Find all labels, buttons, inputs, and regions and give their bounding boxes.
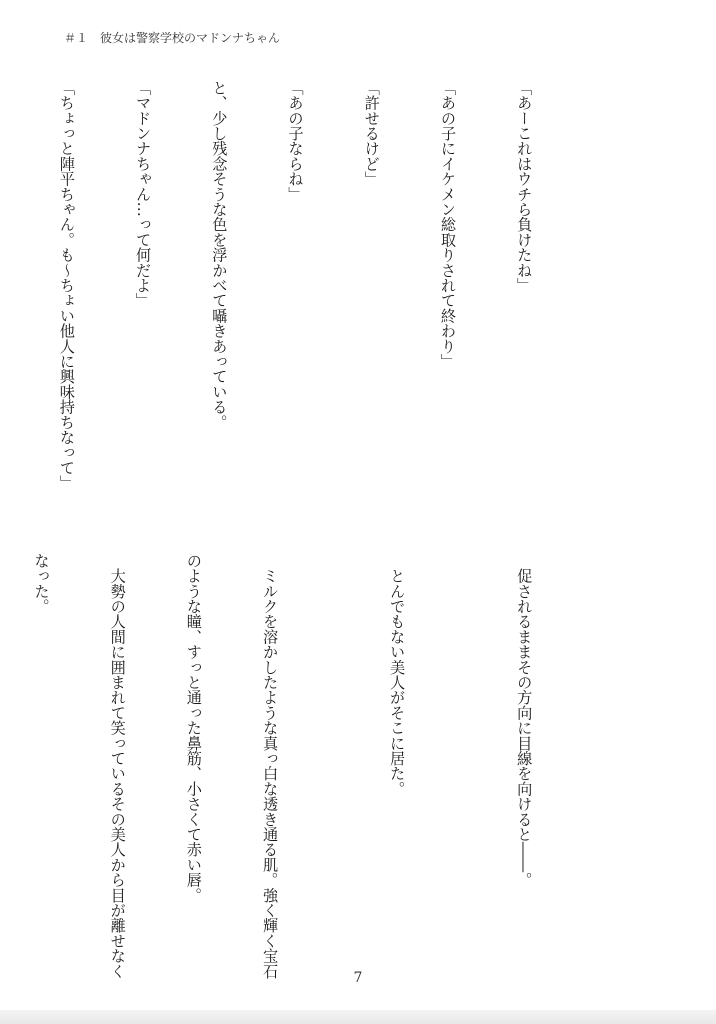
text-line: なった。	[32, 553, 51, 614]
text-line	[0, 80, 3, 520]
text-line: と、少し残念そうな色を浮かべて囁きあっている。	[210, 80, 229, 430]
text-line: ミルクを溶かしたような真っ白な透き通る肌。強く輝く宝石	[261, 553, 280, 979]
text-block-bottom	[0, 553, 587, 979]
text-line: とんでもない美人がそこに居た。	[388, 553, 407, 797]
text-line: 「ちょっと陣平ちゃん。も〜ちょい他人に興味持ちなって」	[57, 80, 76, 491]
text-line: 「あの子にイケメン総取りされて終わり」	[438, 80, 457, 369]
text-line: 「あの子ならね」	[286, 80, 305, 202]
text-line: 「許せるけど」	[362, 80, 381, 187]
page-edge	[0, 1010, 716, 1024]
text-block-top	[0, 80, 587, 520]
text-line: 「あーこれはウチら負けたね」	[515, 80, 534, 293]
text-line: のような瞳、すっと通った鼻筋、小さくて赤い唇。	[184, 553, 203, 903]
running-header: ＃１ 彼女は警察学校のマドンナちゃん	[64, 31, 281, 45]
text-line: 「マドンナちゃん…って何だよ」	[134, 80, 153, 308]
text-line: 大勢の人間に囲まれて笑っているその美人から目が離せなく	[108, 553, 127, 979]
page-number: 7	[353, 970, 363, 986]
text-line: 促されるままその方向に目線を向けると――。	[515, 553, 534, 888]
